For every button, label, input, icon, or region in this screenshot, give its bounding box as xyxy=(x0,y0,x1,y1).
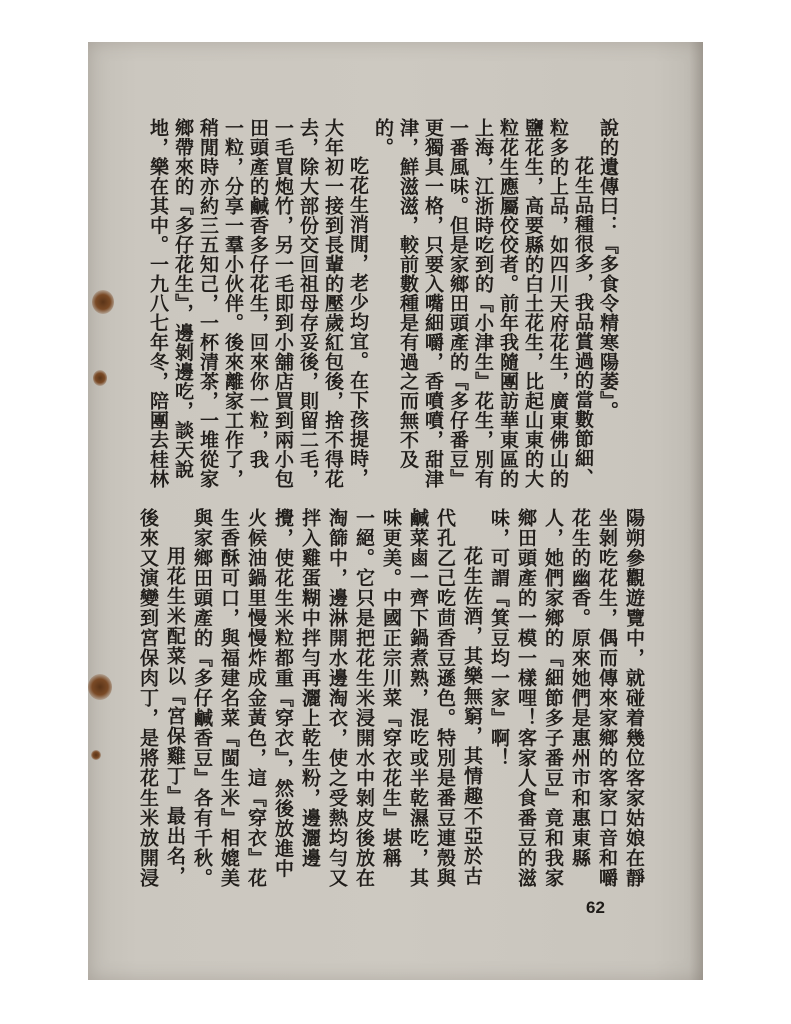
text-column: 粒多的上品，如四川天府花生，廣東佛山的 xyxy=(547,118,569,489)
text-block-upper xyxy=(145,118,620,510)
text-column: 攪，使花生米粒都重『穿衣』，然後放進中 xyxy=(272,508,294,879)
text-column: 坐剝吃花生，偶而傳來家鄉的客家口音和嚼 xyxy=(596,508,618,888)
text-column: 鄉田頭產的一模一樣哩！客家人食番豆的滋 xyxy=(515,508,537,888)
text-column: 一絕。它只是把花生米浸開水中剝皮後放在 xyxy=(353,508,375,888)
text-column: 田頭產的鹹香多仔花生，回來你一粒，我 xyxy=(247,118,269,469)
text-column: 鄉帶來的『多仔花生』，邊剝邊吃，談天說 xyxy=(172,118,194,479)
text-column: 火候油鍋里慢慢炸成金黃色，這『穿衣』花 xyxy=(245,508,267,888)
text-column: 味，可謂『箕豆均一家』啊！ xyxy=(488,508,510,768)
stain-mark xyxy=(93,370,107,386)
text-column: 一粒，分享一羣小伙伴。後來離家工作了， xyxy=(222,118,244,489)
text-column: 代孔乙己吃茴香豆遜色。特別是番豆連殼與 xyxy=(434,508,456,888)
text-column: 的。 xyxy=(372,118,394,157)
text-column: 一番風味。但是家鄉田頭產的『多仔番豆』 xyxy=(447,118,469,489)
text-column: 粒花生應屬佼佼者。前年我隨團訪華東區的 xyxy=(497,118,519,489)
text-column: 陽朔參觀遊覽中，就碰着幾位客家姑娘在靜 xyxy=(623,508,645,888)
page-number: 62 xyxy=(586,898,605,917)
text-column: 說的遺傳曰：『多食令精寒陽萎』。 xyxy=(597,118,619,421)
text-column: 花生佐酒，其樂無窮，其情趣不亞於古 xyxy=(461,546,483,886)
text-column: 用花生米配菜以『宮保雞丁』最出名， xyxy=(164,546,186,886)
text-column: 花生品種很多，我品賞過的當數節細、 xyxy=(572,156,594,488)
text-column: 上海，江浙時吃到的『小津生』花生，別有 xyxy=(472,118,494,489)
text-column: 人，她們家鄉的『細節多子番豆』竟和我家 xyxy=(542,508,564,888)
text-column: 淘篩中，邊淋開水邊淘衣，使之受熱均勻又 xyxy=(326,508,348,888)
text-column: 鹹菜鹵一齊下鍋煮熟，混吃或半乾濕吃，其 xyxy=(407,508,429,888)
text-column: 生香酥可口，與福建名菜『閩生米』相媲美 xyxy=(218,508,240,888)
text-block-lower xyxy=(134,508,647,906)
page-fold-shadow xyxy=(689,42,703,980)
text-column: 去，除大部份交回祖母存妥後，則留二毛， xyxy=(297,118,319,489)
text-column: 大年初一接到長輩的壓歲紅包後，捨不得花 xyxy=(322,118,344,489)
text-column: 與家鄉田頭產的『多仔鹹香豆』各有千秋。 xyxy=(191,508,213,888)
text-column: 味更美。中國正宗川菜『穿衣花生』堪稱 xyxy=(380,508,402,868)
stain-mark xyxy=(91,750,101,760)
text-column: 地，樂在其中。一九八七年冬，陪團去桂林 xyxy=(147,118,169,489)
stain-mark xyxy=(88,674,112,700)
text-column: 津，鮮滋滋，較前數種是有過之而無不及 xyxy=(397,118,419,469)
text-column: 吃花生消閒，老少均宜。在下孩提時， xyxy=(347,156,369,488)
text-column: 鹽花生，高要縣的白土花生，比起山東的大 xyxy=(522,118,544,489)
text-column: 後來又演變到宮保肉丁，是將花生米放開浸 xyxy=(137,508,159,888)
text-column: 花生的幽香。原來她們是惠州市和惠東縣 xyxy=(569,508,591,868)
text-column: 一毛買炮竹，另一毛即到小舖店買到兩小包 xyxy=(272,118,294,489)
text-column: 拌入雞蛋糊中拌勻再灑上乾生粉，邊灑邊 xyxy=(299,508,321,868)
stain-mark xyxy=(92,290,114,314)
text-column: 更獨具一格，只要入嘴細嚼，香噴噴，甜津 xyxy=(422,118,444,489)
text-column: 稍閒時亦約三五知己，一杯清茶，一堆從家 xyxy=(197,118,219,489)
